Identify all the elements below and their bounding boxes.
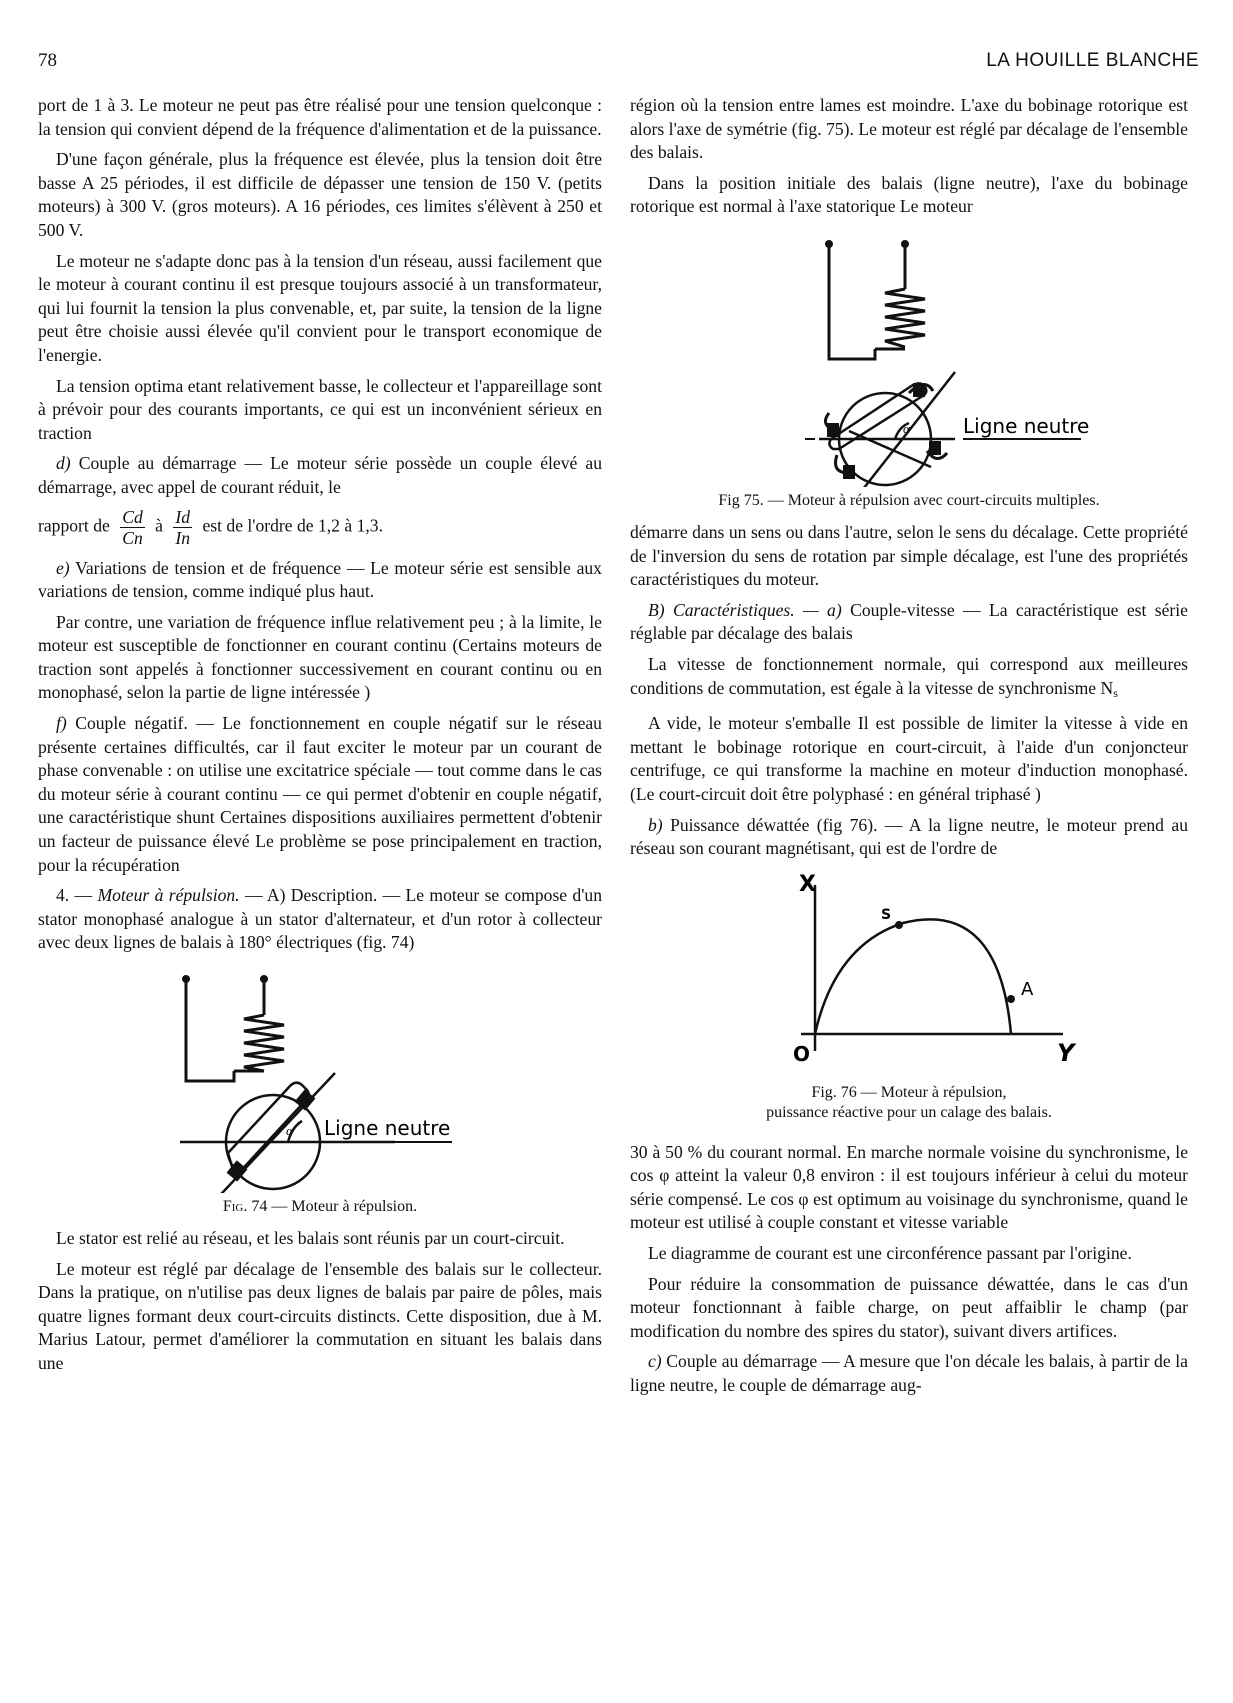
item-label: e) [56,557,70,578]
ratio-mid: à [155,515,163,536]
paragraph-text: Couple négatif. — Le fonctionnement en couple négatif sur le réseau présente certaines difficultés, car il faut exciter le moteur par un courant de phase convenable : on utilise une excitatrice spéciale — tout comme dans le cas du moteur série à courant continu — ce qui permet d'obtenir en couple négatif, une caractéristique shunt Certaines dispositions auxiliaires permettent d'obtenir un facteur de puissance élevé Le problème se pose principalement en traction, pour la récupération [38,713,602,875]
paragraph [38,884,602,955]
item-label: B) Caractéristiques. — a) [648,599,842,620]
ratio-suffix: est de l'ordre de 1,2 à 1,3. [202,515,383,536]
paragraph-text: La vitesse de fonctionnement normale, qui correspond aux meilleures conditions de commutation, est égale à la vitesse de synchronisme N [630,653,1188,698]
figure-76-drawing [739,869,1079,1079]
fraction-denominator: In [175,527,191,548]
paragraph: région où la tension entre lames est moindre. L'axe du bobinage rotorique est alors l'axe de symétrie (fig. 75). Le moteur est réglé par décalage de l'ensemble des balais. [630,95,1188,163]
fraction-numerator: Id [175,506,191,527]
paragraph-text: Variations de tension et de fréquence — Le moteur série est sensible aux variations de tension, comme indiqué plus haut. [38,557,602,602]
item-label: f) [56,713,67,734]
paragraph: D'une façon générale, plus la fréquence est élevée, plus la tension doit être basse A 25 périodes, il est difficile de dépasser une tension de 150 V. (petits moteurs) à 300 V. (gros moteurs). A 16 périodes, ces limites s'élèvent à 250 et 500 V. [38,149,602,240]
caption-line: puissance réactive pour un calage des balais. [766,1103,1052,1121]
paragraph: Le moteur ne s'adapte donc pas à la tension d'un réseau, aussi facilement que le moteur à courant continu il est presque toujours associé à un transformateur, qui lui fournit la tension la plus convenable, et, par suite, la tension de la ligne peut être choisie aussi élevée qu'il convient pour le transport economique de l'energie. [38,250,602,365]
paragraph: 30 à 50 % du courant normal. En marche normale voisine du synchronisme, le cos φ atteint la valeur 0,8 environ : il est toujours inférieur à celui du moteur série compensé. Le cos φ est optimum au voisinage du synchronisme, quand le moteur est utilisé à couple constant et vitesse variable [630,1141,1188,1233]
axis-x-label: X [799,871,816,897]
point-a-label: A [1021,978,1034,1000]
figure-75-drawing [699,227,1119,487]
paragraph [630,599,1188,646]
figure-75-caption: Fig 75. — Moteur à répulsion avec court-circuits multiples. [718,491,1100,509]
paragraph: A vide, le moteur s'emballe Il est possible de limiter la vitesse à vide en mettant le bobinage rotorique en court-circuit, à l'aide d'un conjoncteur centrifuge, ce qui transforme la machine en moteur d'induction monophasé. (Le court-circuit doit être polyphasé : en général triphasé ) [630,713,1188,804]
caption-fig: Fig. [222,1198,248,1215]
caption-line: Fig. 76 — Moteur à répulsion, [811,1083,1007,1101]
paragraph: Par contre, une variation de fréquence influe relativement peu ; à la limite, le moteur est susceptible de fonctionner en courant continu (Certains moteurs de traction sont appelés à fonctionner successivement en courant continu ou en monophasé, selon la partie de ligne intéressée ) [38,611,602,703]
left-column [38,94,602,1383]
figure-74-caption [38,1197,602,1217]
origin-label: O [793,1041,811,1066]
paragraph: Dans la position initiale des balais (ligne neutre), l'axe du bobinage rotorique est normal à l'axe statorique Le moteur [630,172,1188,217]
ligne-neutre-label: Ligne neutre [963,413,1090,438]
paragraph-text: Puissance déwattée (fig 76). — A la ligne neutre, le moteur prend au réseau son courant magnétisant, qui est de l'ordre de [630,814,1188,859]
point-s-label: S [881,906,892,923]
paragraph [38,557,602,604]
right-column [630,94,1188,1405]
paragraph [38,712,602,877]
fraction-cd-cn [120,507,145,548]
alpha-angle: α [286,1123,293,1138]
figure-76 [630,869,1188,1123]
paragraph: La tension optima etant relativement basse, le collecteur et l'appareillage sont à prévoir pour des courants importants, ce qui est un inconvénient sérieux en traction [38,375,602,443]
paragraph: Le stator est relié au réseau, et les balais sont réunis par un court-circuit. [56,1228,565,1248]
figure-76-caption [630,1083,1188,1123]
paragraph-text: Couple-vitesse — La caractéristique est série réglable par décalage des balais [630,599,1188,644]
fraction-numerator: Cd [122,506,143,527]
journal-title: LA HOUILLE BLANCHE [986,50,1199,71]
paragraph [630,1350,1188,1397]
ratio-line [38,507,602,548]
paragraph: démarre dans un sens ou dans l'autre, selon le sens du décalage. Cette propriété de l'inversion du sens de rotation par simple décalage, est l'une des propriétés caractéristiques du moteur. [630,521,1188,590]
section-title: Moteur à répulsion. [97,885,240,906]
point-a [1007,995,1015,1003]
paragraph: Le moteur est réglé par décalage de l'ensemble des balais sur le collecteur. Dans la pratique, on n'utilise pas deux lignes de balais par paire de pôles, mais quatre lignes formant deux court-circuits distincts. Cette disposition, due à M. Marius Latour, permet d'améliorer la commutation en situant les balais dans une [38,1258,602,1373]
paragraph-text: Couple au démarrage — Le moteur série possède un couple élevé au démarrage, avec appel de courant réduit, le [38,453,602,497]
paragraph: port de 1 à 3. Le moteur ne peut pas être réalisé pour une tension quelconque : la tension qui convient dépend de la fréquence d'alimentation et de la puissance. [38,95,602,139]
ligne-neutre-label: Ligne neutre [324,1116,451,1140]
fraction-id-in [173,507,192,548]
item-label: d) [56,453,71,474]
paragraph [38,452,602,499]
paragraph-text: — A) Description. — Le moteur se compose d'un stator monophasé analogue à un stator d'alternateur, et d'un rotor à collecteur avec deux lignes de balais à 180° électriques (fig. 74) [38,885,602,953]
figure-75 [630,227,1188,511]
paragraph: Pour réduire la consommation de puissance déwattée, dans le cas d'un moteur fonctionnant à faible charge, on peut affaiblir le champ (par modification du nombre des spires du stator), suivant divers artifices. [630,1273,1188,1341]
paragraph-text: Couple au démarrage — A mesure que l'on décale les balais, à partir de la ligne neutre, le couple de démarrage aug- [630,1351,1188,1396]
item-label: b) [648,814,663,835]
section-number: 4. — [56,885,93,906]
paragraph: Le diagramme de courant est une circonférence passant par l'origine. [648,1243,1132,1264]
page-number: 78 [38,50,57,71]
paragraph [630,653,1188,705]
caption-text: 74 — Moteur à répulsion. [251,1198,418,1215]
item-label: c) [648,1351,662,1372]
ratio-prefix: rapport de [38,515,110,536]
fraction-denominator: Cn [122,527,143,548]
axis-y-label: Y [1057,1038,1075,1067]
subscript: s [1113,685,1118,700]
figure-74 [38,963,602,1217]
paragraph [630,814,1188,861]
figure-74-drawing [130,963,510,1193]
point-s [895,921,903,929]
alpha-angle: α [903,420,910,436]
